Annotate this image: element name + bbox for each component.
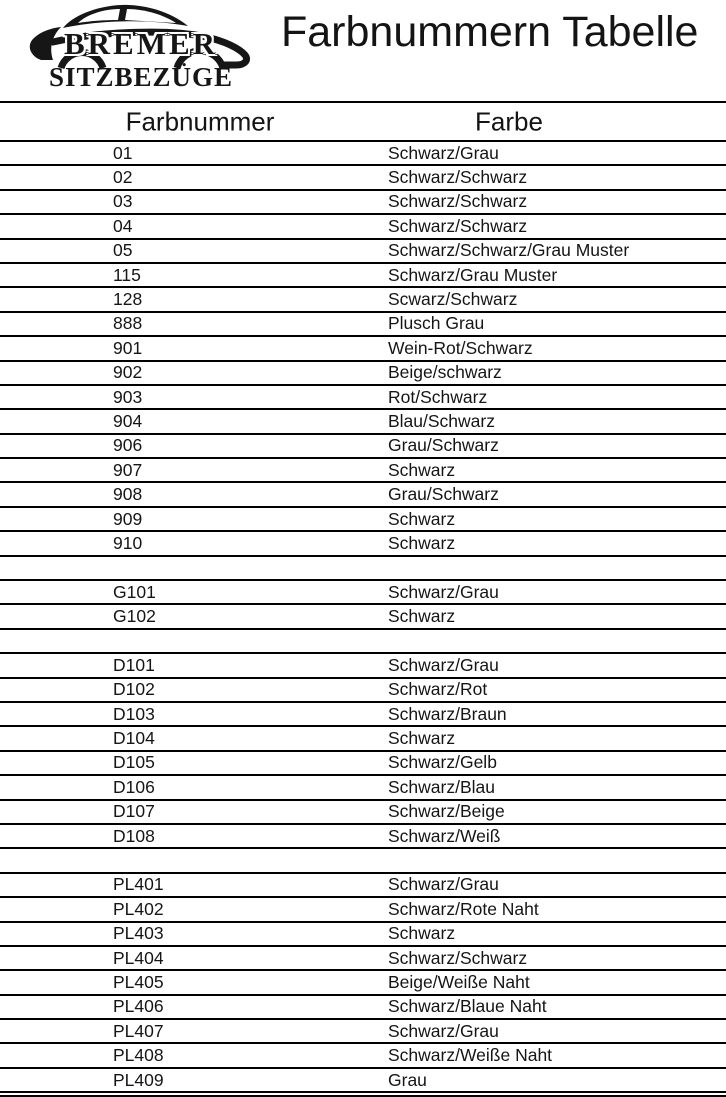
table-row [0, 508, 726, 532]
table-row [0, 435, 726, 459]
farbe-cell: Schwarz/Grau [388, 874, 499, 895]
table-row [0, 288, 726, 312]
farbe-cell: Schwarz/Gelb [388, 752, 497, 773]
farbnummer-cell: PL408 [113, 1045, 164, 1066]
farbe-cell: Grau/Schwarz [388, 484, 499, 505]
table-row [0, 459, 726, 483]
farbe-cell: Schwarz/Weiß [388, 825, 501, 846]
column-header-farbnummer: Farbnummer [125, 106, 275, 136]
farbnummer-cell: 904 [113, 410, 143, 431]
farbnummer-cell: PL407 [113, 1020, 164, 1041]
farbe-cell: Schwarz/Braun [388, 703, 507, 724]
table-row [0, 874, 726, 898]
farbe-cell: Schwarz/Rote Naht [388, 898, 539, 919]
table-row [0, 313, 726, 337]
farbnummer-cell: 902 [113, 362, 143, 383]
farbnummer-cell: 907 [113, 459, 143, 480]
farbnummer-cell: PL404 [113, 947, 164, 968]
table-row [0, 947, 726, 971]
farbnummer-cell: D101 [113, 654, 155, 675]
table-row [0, 752, 726, 776]
table-header-row [0, 103, 726, 142]
table-row [0, 1020, 726, 1044]
farbe-cell: Schwarz/Schwarz [388, 191, 528, 212]
farbnummer-cell: 01 [113, 142, 133, 163]
farbe-cell: Wein-Rot/Schwarz [388, 337, 533, 358]
farbe-cell: Schwarz/Schwarz [388, 947, 528, 968]
table-row [0, 605, 726, 629]
table-row [0, 410, 726, 434]
header [0, 0, 726, 101]
farbnummer-cell: D106 [113, 776, 155, 797]
farbe-cell: Schwarz/Schwarz [388, 215, 528, 236]
farbe-cell: Schwarz/Grau [388, 581, 499, 602]
table-spacer-row [0, 557, 726, 581]
farbnummer-cell: 128 [113, 289, 143, 310]
farbnummer-cell: PL403 [113, 923, 164, 944]
table-row [0, 191, 726, 215]
farbe-cell: Scwarz/Schwarz [388, 289, 518, 310]
table-row [0, 483, 726, 507]
farbe-cell: Beige/schwarz [388, 362, 502, 383]
farbe-cell: Schwarz/Grau [388, 142, 499, 163]
farbnummer-cell: 910 [113, 532, 143, 553]
farbe-cell: Schwarz/Beige [388, 801, 505, 822]
farbnummer-cell: G101 [113, 581, 156, 602]
farbnummer-cell: PL401 [113, 874, 164, 895]
brand-name: BREMER [63, 26, 219, 61]
table-row [0, 703, 726, 727]
farbe-cell: Schwarz/Schwarz/Grau Muster [388, 240, 630, 261]
table-row [0, 825, 726, 849]
table-row [0, 386, 726, 410]
table-row [0, 1069, 726, 1093]
table-row [0, 1044, 726, 1068]
farbe-cell: Schwarz [388, 923, 456, 944]
table-row [0, 142, 726, 166]
table-bottom-border [0, 1093, 726, 1097]
farbe-cell: Schwarz [388, 459, 456, 480]
table-row [0, 679, 726, 703]
table-spacer-row [0, 630, 726, 654]
farbnummer-cell: 909 [113, 508, 143, 529]
table-row [0, 581, 726, 605]
farbe-cell: Schwarz/Rot [388, 679, 488, 700]
table-body [0, 142, 726, 1093]
farbnummer-cell: D108 [113, 825, 155, 846]
farbnummer-cell: PL402 [113, 898, 164, 919]
table-row [0, 337, 726, 361]
farbe-cell: Schwarz [388, 508, 456, 529]
table-row [0, 264, 726, 288]
farbnummer-cell: 888 [113, 313, 143, 334]
brand-subtitle: SITZBEZÜGE [48, 62, 234, 92]
farbnummer-cell: 04 [113, 215, 133, 236]
table-row [0, 532, 726, 556]
farbnummer-cell: 906 [113, 435, 143, 456]
farbnummer-cell: 901 [113, 337, 143, 358]
table-spacer-row [0, 849, 726, 873]
farbnummer-cell: D102 [113, 679, 155, 700]
farbnummer-cell: 908 [113, 484, 143, 505]
farbe-cell: Grau [388, 1069, 427, 1090]
farbe-cell: Schwarz/Blaue Naht [388, 996, 547, 1017]
farbe-cell: Grau/Schwarz [388, 435, 499, 456]
farbe-cell: Schwarz/Grau Muster [388, 264, 558, 285]
farbnummer-cell: 05 [113, 240, 133, 261]
farbe-cell: Schwarz [388, 606, 456, 627]
farbnummer-cell: D105 [113, 752, 155, 773]
farbe-cell: Schwarz/Grau [388, 654, 499, 675]
table-row [0, 971, 726, 995]
farbe-cell: Blau/Schwarz [388, 410, 495, 431]
table-row [0, 801, 726, 825]
column-header-farbe: Farbe [475, 106, 543, 136]
farbnummer-cell: 03 [113, 191, 133, 212]
table-row [0, 362, 726, 386]
farbe-cell: Beige/Weiße Naht [388, 971, 530, 992]
farbe-cell: Schwarz [388, 728, 456, 749]
table-row [0, 923, 726, 947]
table-row [0, 240, 726, 264]
farbnummer-cell: PL406 [113, 996, 164, 1017]
farbe-cell: Schwarz/Schwarz [388, 167, 528, 188]
farbnummer-cell: D107 [113, 801, 155, 822]
farbnummer-cell: 115 [113, 264, 141, 285]
farbnummer-cell: D104 [113, 728, 155, 749]
table-row [0, 166, 726, 190]
farbnummer-cell: G102 [113, 606, 156, 627]
farbnummer-cell: D103 [113, 703, 155, 724]
farbe-cell: Plusch Grau [388, 313, 485, 334]
farbe-cell: Schwarz [388, 532, 456, 553]
table-row [0, 654, 726, 678]
farbnummer-cell: PL405 [113, 971, 164, 992]
table-row [0, 215, 726, 239]
brand-logo [25, 2, 257, 98]
farbnummer-cell: PL409 [113, 1069, 164, 1090]
farbnummer-cell: 903 [113, 386, 143, 407]
farbe-cell: Schwarz/Weiße Naht [388, 1045, 553, 1066]
farbnummer-cell: 02 [113, 167, 133, 188]
page-title: Farbnummern Tabelle [281, 8, 699, 56]
table-row [0, 727, 726, 751]
table-row [0, 776, 726, 800]
table-row [0, 898, 726, 922]
farbe-cell: Rot/Schwarz [388, 386, 488, 407]
table-row [0, 996, 726, 1020]
farbe-cell: Schwarz/Grau [388, 1020, 499, 1041]
color-number-table [0, 101, 726, 1097]
farbe-cell: Schwarz/Blau [388, 776, 495, 797]
